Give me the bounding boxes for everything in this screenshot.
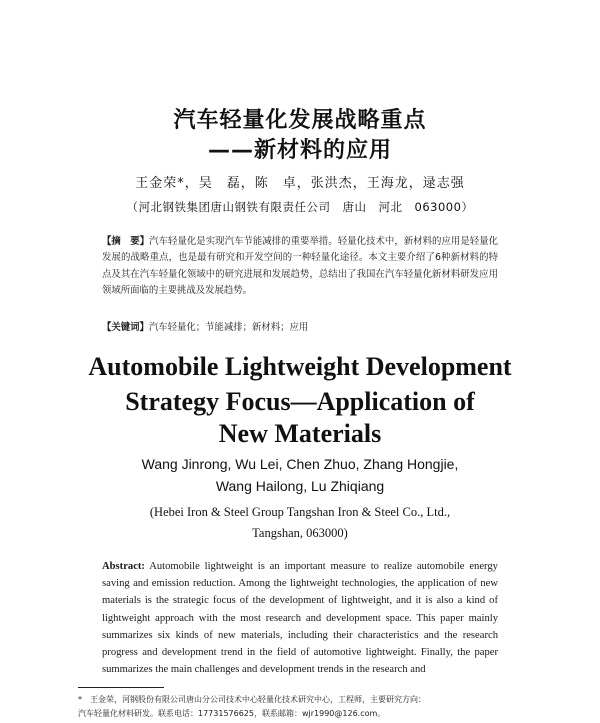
english-abstract — [102, 558, 498, 678]
english-authors-line-2: Wang Hailong, Lu Zhiqiang — [215, 478, 385, 494]
english-abstract-text: Automobile lightweight is an important measure to realize automobile energy saving and emission reduction. Among the lightweight technologies, the application of new materials is the strategic focus of the development of lightweight, and it is also a kind of lightweight approach with the most research and development space. This paper mainly summarizes six kinds of new materials, including their characteristics and the research progress and development trend in the field of automotive lightweight. Finally, the paper summarizes the main challenges and development trends in the research and — [102, 561, 498, 676]
chinese-title-line-2: ——新材料的应用 — [207, 138, 392, 163]
chinese-authors: 王金荣*，吴 磊，陈 卓，张洪杰，王海龙，逯志强 — [135, 176, 465, 191]
chinese-keywords — [102, 319, 498, 333]
english-abstract-tag: Abstract: — [102, 561, 145, 572]
english-title-line-1: Automobile Lightweight Development — [88, 352, 512, 381]
chinese-abstract-tag: 【摘 要】 — [102, 236, 150, 247]
english-authors-line-1: Wang Jinrong, Wu Lei, Chen Zhuo, Zhang Hongjie, — [141, 456, 459, 472]
footnote-line-1: * 王金荣，河钢股份有限公司唐山分公司技术中心轻量化技术研究中心，工程师，主要研究方向： — [78, 695, 426, 704]
english-affiliation-line-1: (Hebei Iron & Steel Group Tangshan Iron & Steel Co., Ltd., — [149, 505, 451, 519]
chinese-keywords-text: 汽车轻量化；节能减排；新材料；应用 — [148, 322, 309, 333]
english-affiliation-line-2: Tangshan, 063000) — [252, 526, 348, 540]
chinese-abstract — [102, 234, 498, 300]
footnote-line-2: 汽车轻量化材料研发。联系电话：17731576625，联系邮箱：wjr1990@126.com。 — [78, 709, 386, 718]
english-title-line-2: Strategy Focus—Application of — [125, 387, 475, 416]
chinese-title-line-1: 汽车轻量化发展战略重点 — [173, 108, 427, 133]
chinese-keywords-tag: 【关键词】 — [102, 322, 149, 333]
chinese-abstract-text: 汽车轻量化是实现汽车节能减排的重要举措。轻量化技术中，新材料的应用是轻量化发展的战略重点，也是最有研究和开发空间的一种轻量化途径。本文主要介绍了6种新材料的特点及其在汽车轻量化领域中的研究进展和发展趋势，总结出了我国在汽车轻量化新材料研发应用领域所面临的主要挑战及发展趋势。 — [102, 236, 498, 297]
chinese-affiliation: （河北钢铁集团唐山钢铁有限责任公司 唐山 河北 063000） — [126, 200, 474, 214]
footnote-divider — [78, 687, 164, 688]
footnote — [78, 693, 548, 721]
english-title-line-3: New Materials — [218, 419, 382, 448]
